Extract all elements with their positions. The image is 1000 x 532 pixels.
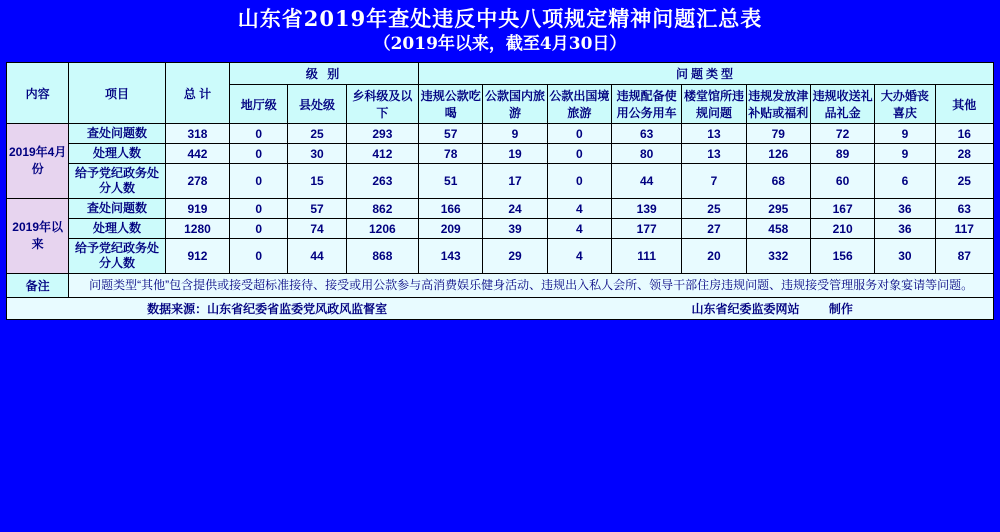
header-group-type: 问题类型 — [419, 63, 994, 85]
cell: 0 — [547, 164, 611, 199]
cell: 44 — [611, 164, 681, 199]
data-source: 数据来源：山东省纪委省监委党风政风监督室 — [147, 302, 388, 316]
row-label: 处理人数 — [69, 144, 165, 164]
note-row — [7, 274, 994, 298]
cell: 17 — [483, 164, 547, 199]
row-label: 处理人数 — [69, 219, 165, 239]
cell: 57 — [288, 199, 346, 219]
header-level-2: 乡科级及以下 — [346, 85, 418, 124]
header-total: 总 计 — [165, 63, 229, 124]
cell: 13 — [682, 124, 746, 144]
row-total: 912 — [165, 239, 229, 274]
cell: 4 — [547, 219, 611, 239]
row-total: 442 — [165, 144, 229, 164]
cell: 0 — [547, 124, 611, 144]
cell: 36 — [875, 219, 935, 239]
cell: 20 — [682, 239, 746, 274]
cell: 87 — [935, 239, 993, 274]
cell: 332 — [746, 239, 810, 274]
cell: 78 — [419, 144, 483, 164]
cell: 16 — [935, 124, 993, 144]
cell: 51 — [419, 164, 483, 199]
cell: 63 — [611, 124, 681, 144]
table-row — [7, 164, 994, 199]
page-subtitle: （2019年以来，截至4月30日） — [373, 34, 627, 54]
note-text: 问题类型“其他”包含提供或接受超标准接待、接受或用公款参与高消费娱乐健身活动、违规出入私人会所、领导干部住房违规问题、违规接受管理服务对象宴请等问题。 — [69, 274, 994, 298]
header-type-7: 大办婚丧喜庆 — [875, 85, 935, 124]
cell: 143 — [419, 239, 483, 274]
row-total: 318 — [165, 124, 229, 144]
row-total: 1280 — [165, 219, 229, 239]
cell: 25 — [288, 124, 346, 144]
header-level-1: 县处级 — [288, 85, 346, 124]
cell: 19 — [483, 144, 547, 164]
summary-table — [6, 62, 994, 320]
cell: 25 — [935, 164, 993, 199]
site-name: 山东省纪委监委网站 — [691, 302, 800, 316]
cell: 167 — [810, 199, 874, 219]
header-group-level: 级 别 — [230, 63, 419, 85]
footer-row — [7, 298, 994, 320]
cell: 89 — [810, 144, 874, 164]
cell: 39 — [483, 219, 547, 239]
row-label: 查处问题数 — [69, 124, 165, 144]
table-row — [7, 124, 994, 144]
cell: 4 — [547, 199, 611, 219]
page-title: 山东省2019年查处违反中央八项规定精神问题汇总表 — [237, 6, 763, 31]
header-level-0: 地厅级 — [230, 85, 288, 124]
cell: 60 — [810, 164, 874, 199]
cell: 29 — [483, 239, 547, 274]
cell: 0 — [230, 199, 288, 219]
cell: 1206 — [346, 219, 418, 239]
cell: 68 — [746, 164, 810, 199]
table-row — [7, 239, 994, 274]
header-type-6: 违规收送礼品礼金 — [810, 85, 874, 124]
cell: 80 — [611, 144, 681, 164]
cell: 27 — [682, 219, 746, 239]
footer-credit — [665, 300, 852, 317]
header-content: 内容 — [7, 63, 69, 124]
cell: 6 — [875, 164, 935, 199]
cell: 9 — [875, 124, 935, 144]
header-type-1: 公款国内旅游 — [483, 85, 547, 124]
header-type-4: 楼堂馆所违规问题 — [682, 85, 746, 124]
cell: 9 — [875, 144, 935, 164]
cell: 458 — [746, 219, 810, 239]
cell: 79 — [746, 124, 810, 144]
cell: 30 — [875, 239, 935, 274]
header-project: 项目 — [69, 63, 165, 124]
cell: 862 — [346, 199, 418, 219]
title-area — [0, 0, 1000, 62]
cell: 7 — [682, 164, 746, 199]
cell: 868 — [346, 239, 418, 274]
header-type-2: 公款出国境旅游 — [547, 85, 611, 124]
group-label-1: 2019年以来 — [7, 199, 69, 274]
cell: 177 — [611, 219, 681, 239]
header-type-3: 违规配备使用公务用车 — [611, 85, 681, 124]
row-total: 278 — [165, 164, 229, 199]
cell: 4 — [547, 239, 611, 274]
note-label: 备注 — [7, 274, 69, 298]
cell: 28 — [935, 144, 993, 164]
cell: 210 — [810, 219, 874, 239]
cell: 263 — [346, 164, 418, 199]
table-row — [7, 199, 994, 219]
cell: 156 — [810, 239, 874, 274]
cell: 0 — [230, 164, 288, 199]
cell: 0 — [230, 239, 288, 274]
cell: 30 — [288, 144, 346, 164]
cell: 412 — [346, 144, 418, 164]
cell: 63 — [935, 199, 993, 219]
cell: 111 — [611, 239, 681, 274]
table-header-row-1 — [7, 63, 994, 85]
cell: 13 — [682, 144, 746, 164]
cell: 15 — [288, 164, 346, 199]
header-type-5: 违规发放津补贴或福利 — [746, 85, 810, 124]
footer-cell — [7, 298, 994, 320]
cell: 25 — [682, 199, 746, 219]
header-type-0: 违规公款吃喝 — [419, 85, 483, 124]
cell: 0 — [230, 219, 288, 239]
header-type-8: 其他 — [935, 85, 993, 124]
row-label: 给予党纪政务处分人数 — [69, 239, 165, 274]
cell: 74 — [288, 219, 346, 239]
cell: 209 — [419, 219, 483, 239]
cell: 166 — [419, 199, 483, 219]
cell: 295 — [746, 199, 810, 219]
cell: 36 — [875, 199, 935, 219]
cell: 0 — [230, 144, 288, 164]
row-label: 查处问题数 — [69, 199, 165, 219]
cell: 24 — [483, 199, 547, 219]
cell: 72 — [810, 124, 874, 144]
maker-label: 制作 — [828, 302, 853, 316]
cell: 0 — [230, 124, 288, 144]
cell: 126 — [746, 144, 810, 164]
cell: 44 — [288, 239, 346, 274]
row-label: 给予党纪政务处分人数 — [69, 164, 165, 199]
cell: 117 — [935, 219, 993, 239]
cell: 139 — [611, 199, 681, 219]
group-label-0: 2019年4月份 — [7, 124, 69, 199]
cell: 0 — [547, 144, 611, 164]
row-total: 919 — [165, 199, 229, 219]
table-row — [7, 144, 994, 164]
cell: 293 — [346, 124, 418, 144]
table-row — [7, 219, 994, 239]
cell: 9 — [483, 124, 547, 144]
cell: 57 — [419, 124, 483, 144]
